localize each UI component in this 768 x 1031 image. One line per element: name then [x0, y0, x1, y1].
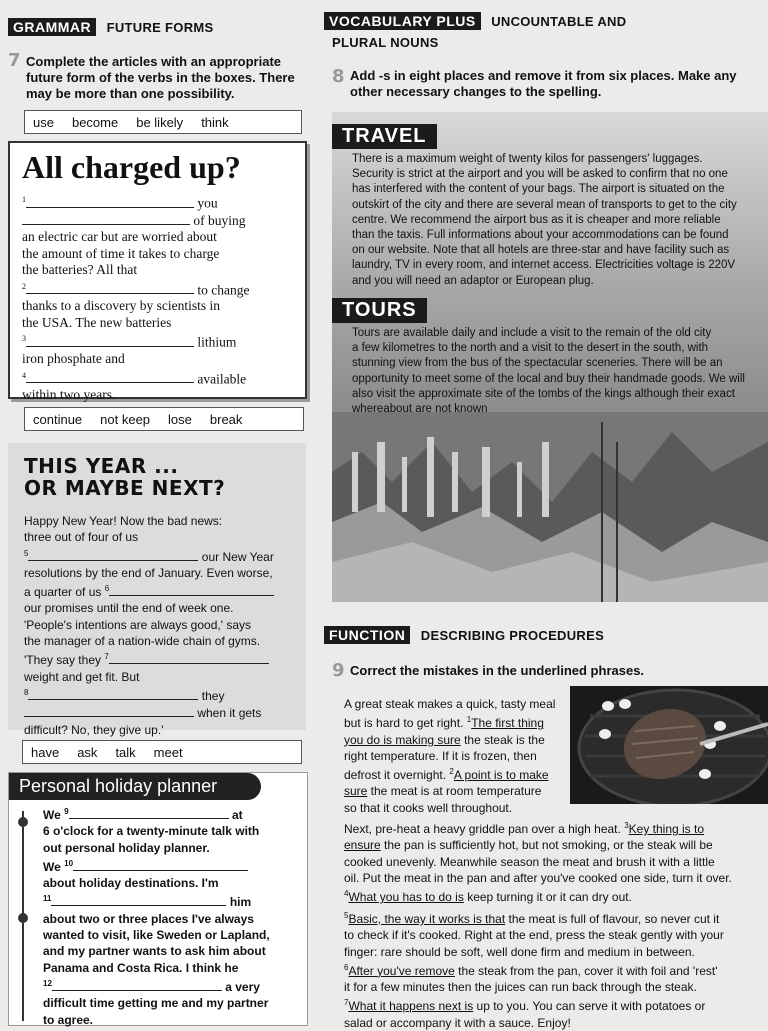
article-title: All charged up? [22, 149, 241, 185]
article-line: $^4$ available [22, 370, 247, 387]
instruction-line: future form of the verbs in the boxes. There [26, 70, 295, 85]
article-line: $^1$ you [22, 195, 218, 211]
article-line: of buying [22, 212, 305, 229]
article-line: about two or three places I've always [43, 911, 254, 926]
word: talk [115, 744, 136, 760]
article-line: the amount of time it takes to charge [22, 245, 220, 261]
article-line: 'They say they $^7$ [24, 649, 306, 668]
word: meet [153, 744, 183, 760]
article-line: our promises until the end of week one. [24, 601, 234, 616]
procedure-line: so that it cooks well throughout. [344, 800, 513, 815]
article-line: $^{11}$ him [43, 894, 252, 910]
answer-blank-7[interactable] [109, 651, 269, 664]
exercise-9-instruction [332, 660, 762, 679]
procedure-line: ensure the pan is sufficiently hot, but not smoking, or the steak will be [344, 838, 713, 853]
answer-blank-4[interactable] [26, 370, 194, 383]
procedure-paragraph-1 [344, 696, 566, 816]
procedure-line: but is hard to get right. $^1$The first thing [344, 715, 544, 731]
word: be likely [136, 114, 184, 130]
procedure-line: you do is making sure the steak is the [344, 732, 545, 747]
procedure-line: A great steak makes a quick, tasty meal [344, 697, 556, 711]
instruction-line: other necessary changes to the spelling. [350, 84, 602, 99]
article-line: the manager of a nation-wide chain of gyms. [24, 634, 261, 649]
procedure-line: right temperature. If it is frozen, then [344, 748, 537, 763]
procedure-line: finger: rare should be soft, well done firm and medium in between. [344, 944, 695, 959]
answer-blank-6[interactable] [109, 583, 274, 596]
vocab-header [324, 12, 764, 50]
tours-text [352, 326, 762, 417]
travel-text-line: and you will need an adaptor or European plug. [352, 274, 594, 287]
travel-text-line: than the taxis. Full informations about your accommodations can be found [352, 229, 729, 242]
timeline-dot [18, 913, 28, 923]
function-header [324, 626, 604, 645]
procedure-paragraph-2 [344, 818, 764, 905]
article-title: Personal holiday planner [9, 773, 261, 800]
article-line: $^2$ to change [22, 281, 250, 298]
word-box-2 [24, 407, 304, 431]
exercise-number: 7 [8, 50, 21, 71]
instruction-line: Complete the articles with an appropriate [26, 54, 281, 69]
article-line: out personal holiday planner. [43, 840, 210, 855]
answer-blank-1b[interactable] [22, 212, 190, 225]
article-line: within two years. [22, 387, 116, 403]
travel-label: TRAVEL [332, 124, 437, 149]
word-box-3 [22, 740, 302, 764]
exercise-number: 9 [332, 660, 345, 681]
procedure-line: salad or accompany it with a sauce. Enjoy! [344, 1015, 571, 1030]
article-line: 6 o'clock for a twenty-minute talk with [43, 824, 260, 839]
word: continue [33, 411, 83, 427]
word: have [31, 744, 60, 760]
article-line: iron phosphate and [22, 351, 125, 367]
article-line: resolutions by the end of January. Even worse, [24, 565, 273, 580]
word: become [71, 114, 119, 130]
article-line: We $^9$ at [43, 807, 243, 822]
tours-text-line: also visit the approximate site of the tombs of the kings although their exact [352, 387, 735, 400]
procedure-line: oil. Put the meat in the pan and after you've cooked one side, turn it over. [344, 870, 732, 885]
word: break [209, 411, 243, 427]
travel-text-line: has interfered with the content of your bags. The airport is situated on the [352, 183, 725, 196]
article-line: $^8$ they [24, 687, 225, 703]
tours-section [332, 298, 427, 323]
vocab-title-line: UNCOUNTABLE AND [491, 14, 627, 29]
procedure-line: it for a few minutes then the juices can run back through the steak. [344, 980, 697, 995]
article-line: about holiday destinations. I'm [43, 876, 219, 891]
article-line: an electric car but are worried about [22, 229, 217, 245]
tours-text-line: whereabout are not known [352, 403, 488, 416]
article-line: We $^{10}$ [43, 856, 307, 875]
article-line: weight and get fit. But [24, 669, 140, 684]
tours-text-line: a few kilometres to the north and a visit to the desert in the south, with [352, 342, 709, 355]
procedure-line: $^6$After you've remove the steak from the pan, cover it with foil and 'rest' [344, 962, 718, 978]
article-line: three out of four of us [24, 530, 139, 545]
travel-photo-panel [332, 112, 768, 602]
article-holiday-planner [8, 772, 308, 1026]
article-line: $^{12}$ a very [43, 978, 260, 994]
article-title-line: OR MAYBE NEXT? [24, 476, 226, 500]
exercise-number: 8 [332, 66, 345, 87]
canyon-landscape-image [332, 412, 768, 602]
answer-blank-3[interactable] [26, 334, 194, 347]
article-line: a quarter of us $^6$ [24, 581, 306, 600]
tours-text-line: stunning view from the bus of the spectacular sceneries. There will be an [352, 357, 723, 370]
article-line: $^3$ lithium [22, 334, 237, 350]
article-line: to agree. [43, 1012, 94, 1027]
procedure-line: $^7$What it happens next is up to you. You can serve it with potatoes or [344, 998, 706, 1014]
article-line: difficult time getting me and my partner [43, 996, 269, 1011]
travel-text-line: outskirt of the city and there are several mean of transports to get to the city [352, 198, 737, 211]
instruction-line: Add -s in eight places and remove it from six places. Make any [350, 68, 737, 83]
exercise-8-instruction [332, 66, 762, 100]
travel-text-line: laundry, TV in every room, and internet access. Electricities voltage is 220V [352, 259, 736, 272]
tours-label: TOURS [332, 298, 427, 323]
word: lose [168, 411, 192, 427]
answer-blank-1[interactable] [26, 195, 194, 208]
travel-text-line: There is a maximum weight of twenty kilos for passengers' luggages. [352, 153, 703, 165]
grammar-tag: GRAMMAR [8, 18, 96, 36]
article-line: and my partner wants to ask him about [43, 944, 266, 959]
article-all-charged-up [8, 141, 307, 403]
procedure-line: to check if it's cooked. Right at the end, press the steak gently with your [344, 928, 724, 943]
function-title: DESCRIBING PROCEDURES [420, 628, 605, 643]
answer-blank-8[interactable] [28, 687, 198, 700]
article-title-line: THIS YEAR ... [24, 454, 179, 478]
tours-text-line: opportunity to meet some of the local and buy their handmade goods. We will [352, 372, 745, 385]
function-tag: FUNCTION [324, 626, 410, 644]
article-line: difficult? No, they give up.' [24, 722, 164, 737]
article-line: Panama and Costa Rica. I think he [43, 960, 239, 975]
travel-text [352, 152, 762, 289]
procedure-line: $^5$Basic, the way it works is that the meat is full of flavour, so never cut it [344, 911, 720, 926]
word: not keep [100, 411, 151, 427]
article-line: the USA. The new batteries [22, 314, 172, 330]
steak-in-pan-image [570, 686, 768, 804]
travel-text-line: on our website. Note that all hotels are three-star and have facility such as [352, 244, 730, 257]
procedure-line: Next, pre-heat a heavy griddle pan over a high heat. $^3$Key thing is to [344, 821, 705, 836]
article-line: $^5$ our New Year [24, 548, 274, 564]
instruction-line: Correct the mistakes in the underlined phrases. [350, 663, 645, 678]
article-line: Happy New Year! Now the bad news: [24, 514, 223, 528]
travel-section [332, 124, 437, 149]
article-line: wanted to visit, like Sweden or Lapland, [43, 928, 270, 943]
procedure-line: cooked unevenly. Meanwhile season the meat and brush it with a little [344, 854, 715, 869]
answer-blank-2[interactable] [26, 281, 194, 294]
procedure-paragraph-3 [344, 908, 764, 1031]
word: ask [77, 744, 98, 760]
instruction-line: may be more than one possibility. [26, 86, 235, 101]
article-line: 'People's intentions are always good,' says [24, 617, 252, 632]
procedure-line: $^4$What you has to do is keep turning it or it can dry out. [344, 889, 632, 905]
answer-blank-5[interactable] [28, 548, 198, 561]
vocab-tag: VOCABULARY PLUS [324, 12, 481, 30]
exercise-7-instruction [8, 50, 308, 102]
word: think [201, 114, 229, 130]
tours-text-line: Tours are available daily and include a visit to the remain of the old city [352, 327, 712, 339]
answer-blank-9[interactable] [69, 806, 229, 819]
answer-blank-12[interactable] [52, 978, 222, 991]
procedure-line: sure the meat is at room temperature [344, 784, 542, 799]
travel-text-line: Security is strict at the airport and you will be asked to confirm that no one [352, 168, 728, 181]
answer-blank-10[interactable] [73, 858, 248, 871]
grammar-title: FUTURE FORMS [106, 20, 214, 35]
article-line: the batteries? All that [22, 262, 138, 278]
word-box-1 [24, 110, 302, 134]
article-line: when it gets [24, 704, 306, 721]
word: use [33, 114, 54, 130]
answer-blank-8b[interactable] [24, 704, 194, 717]
answer-blank-11[interactable] [51, 893, 226, 906]
grammar-header [8, 18, 213, 37]
travel-text-line: centre. We recommend the airport bus as it is cheaper and more reliable [352, 213, 721, 226]
timeline-dot [18, 817, 28, 827]
article-this-year [8, 443, 306, 737]
vocab-title-line: PLURAL NOUNS [332, 35, 439, 50]
article-line: thanks to a discovery by scientists in [22, 298, 220, 314]
procedure-line: defrost it overnight. $^2$A point is to make [344, 767, 549, 783]
